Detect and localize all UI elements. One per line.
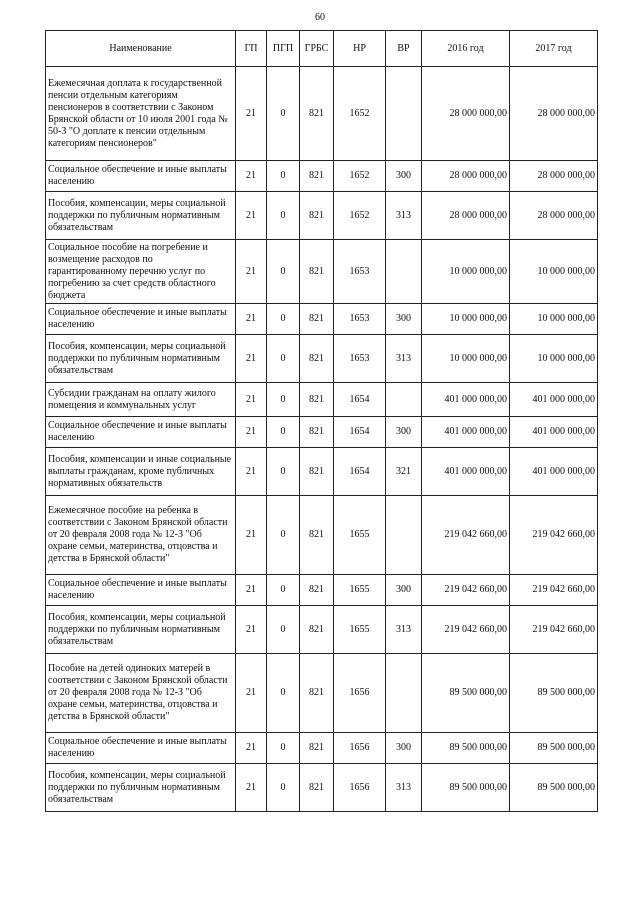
cell-grbs: 821 [300, 383, 334, 417]
cell-2017: 89 500 000,00 [510, 733, 598, 764]
cell-2016: 28 000 000,00 [422, 192, 510, 240]
cell-gp: 21 [236, 575, 267, 606]
cell-2017: 89 500 000,00 [510, 654, 598, 733]
cell-name: Социальное пособие на погребение и возмещение расходов по гарантированному перечню услуг по погребению за счет средств областного бюджета [46, 240, 236, 304]
cell-2016: 28 000 000,00 [422, 67, 510, 161]
cell-name: Социальное обеспечение и иные выплаты населению [46, 304, 236, 335]
cell-2017: 10 000 000,00 [510, 335, 598, 383]
cell-2017: 10 000 000,00 [510, 240, 598, 304]
cell-grbs: 821 [300, 606, 334, 654]
cell-gp: 21 [236, 654, 267, 733]
cell-grbs: 821 [300, 654, 334, 733]
cell-grbs: 821 [300, 448, 334, 496]
cell-grbs: 821 [300, 496, 334, 575]
header-name: Наименование [46, 31, 236, 67]
table-row [46, 304, 598, 335]
cell-2016: 89 500 000,00 [422, 764, 510, 812]
table-row [46, 496, 598, 575]
cell-grbs: 821 [300, 335, 334, 383]
cell-name: Пособия, компенсации, меры социальной поддержки по публичным нормативным обязательствам [46, 606, 236, 654]
cell-vr: 300 [386, 575, 422, 606]
cell-2016: 28 000 000,00 [422, 161, 510, 192]
cell-2016: 89 500 000,00 [422, 654, 510, 733]
cell-grbs: 821 [300, 240, 334, 304]
cell-name: Пособия, компенсации, меры социальной поддержки по публичным нормативным обязательствам [46, 764, 236, 812]
cell-pgp: 0 [267, 764, 300, 812]
cell-vr [386, 496, 422, 575]
cell-gp: 21 [236, 67, 267, 161]
cell-2017: 28 000 000,00 [510, 67, 598, 161]
cell-nr: 1654 [334, 448, 386, 496]
cell-nr: 1655 [334, 606, 386, 654]
table-row [46, 67, 598, 161]
header-pgp: ПГП [267, 31, 300, 67]
cell-pgp: 0 [267, 575, 300, 606]
cell-2016: 401 000 000,00 [422, 417, 510, 448]
cell-name: Социальное обеспечение и иные выплаты населению [46, 733, 236, 764]
cell-2017: 219 042 660,00 [510, 496, 598, 575]
cell-vr [386, 240, 422, 304]
cell-vr: 300 [386, 304, 422, 335]
cell-name: Пособия, компенсации, меры социальной поддержки по публичным нормативным обязательствам [46, 335, 236, 383]
header-row [46, 31, 598, 67]
page-number: 60 [315, 12, 325, 23]
cell-nr: 1654 [334, 383, 386, 417]
cell-name: Ежемесячная доплата к государственной пенсии отдельным категориям пенсионеров в соответствии с Законом Брянской области от 10 июля 2001 года № 50-З "О доплате к пенсии отдельным категориям пенсионеров" [46, 67, 236, 161]
cell-grbs: 821 [300, 764, 334, 812]
table-row [46, 417, 598, 448]
cell-vr: 300 [386, 733, 422, 764]
cell-nr: 1655 [334, 575, 386, 606]
cell-nr: 1654 [334, 417, 386, 448]
header-vr: ВР [386, 31, 422, 67]
table-row [46, 448, 598, 496]
cell-name: Социальное обеспечение и иные выплаты населению [46, 575, 236, 606]
table-row [46, 335, 598, 383]
cell-nr: 1656 [334, 733, 386, 764]
header-2017: 2017 год [510, 31, 598, 67]
cell-name: Социальное обеспечение и иные выплаты населению [46, 417, 236, 448]
cell-nr: 1656 [334, 764, 386, 812]
budget-table [45, 30, 598, 812]
header-nr: НР [334, 31, 386, 67]
cell-2016: 401 000 000,00 [422, 383, 510, 417]
cell-pgp: 0 [267, 240, 300, 304]
header-gp: ГП [236, 31, 267, 67]
cell-vr: 313 [386, 606, 422, 654]
cell-name: Субсидии гражданам на оплату жилого помещения и коммунальных услуг [46, 383, 236, 417]
cell-pgp: 0 [267, 383, 300, 417]
cell-gp: 21 [236, 304, 267, 335]
cell-vr: 300 [386, 161, 422, 192]
cell-grbs: 821 [300, 161, 334, 192]
cell-name: Социальное обеспечение и иные выплаты населению [46, 161, 236, 192]
cell-gp: 21 [236, 161, 267, 192]
cell-vr: 313 [386, 764, 422, 812]
cell-nr: 1653 [334, 335, 386, 383]
table-row [46, 733, 598, 764]
cell-pgp: 0 [267, 192, 300, 240]
cell-pgp: 0 [267, 654, 300, 733]
cell-grbs: 821 [300, 304, 334, 335]
cell-pgp: 0 [267, 335, 300, 383]
cell-name: Ежемесячное пособие на ребенка в соответствии с Законом Брянской области от 20 февраля 2008 года № 12-З "Об охране семьи, материнства, отцовства и детства в Брянской области" [46, 496, 236, 575]
cell-nr: 1652 [334, 192, 386, 240]
cell-pgp: 0 [267, 67, 300, 161]
cell-nr: 1652 [334, 161, 386, 192]
cell-nr: 1655 [334, 496, 386, 575]
table-row [46, 240, 598, 304]
cell-2017: 10 000 000,00 [510, 304, 598, 335]
cell-2016: 401 000 000,00 [422, 448, 510, 496]
cell-gp: 21 [236, 764, 267, 812]
cell-nr: 1653 [334, 304, 386, 335]
cell-name: Пособие на детей одиноких матерей в соответствии с Законом Брянской области от 20 февраля 2008 года № 12-З "Об охране семьи, материнства, отцовства и детства в Брянской области" [46, 654, 236, 733]
cell-grbs: 821 [300, 192, 334, 240]
cell-name: Пособия, компенсации и иные социальные выплаты гражданам, кроме публичных нормативных обязательств [46, 448, 236, 496]
cell-nr: 1656 [334, 654, 386, 733]
cell-nr: 1652 [334, 67, 386, 161]
table-row [46, 575, 598, 606]
cell-gp: 21 [236, 448, 267, 496]
table-row [46, 383, 598, 417]
table-row [46, 606, 598, 654]
table-row [46, 192, 598, 240]
cell-2016: 219 042 660,00 [422, 496, 510, 575]
cell-2017: 28 000 000,00 [510, 192, 598, 240]
cell-name: Пособия, компенсации, меры социальной поддержки по публичным нормативным обязательствам [46, 192, 236, 240]
cell-vr [386, 67, 422, 161]
cell-vr: 300 [386, 417, 422, 448]
header-2016: 2016 год [422, 31, 510, 67]
cell-grbs: 821 [300, 575, 334, 606]
cell-2017: 89 500 000,00 [510, 764, 598, 812]
cell-gp: 21 [236, 192, 267, 240]
table-row [46, 654, 598, 733]
cell-gp: 21 [236, 383, 267, 417]
cell-2017: 219 042 660,00 [510, 606, 598, 654]
cell-gp: 21 [236, 240, 267, 304]
cell-2017: 401 000 000,00 [510, 448, 598, 496]
cell-vr [386, 383, 422, 417]
cell-vr: 313 [386, 335, 422, 383]
cell-nr: 1653 [334, 240, 386, 304]
cell-pgp: 0 [267, 496, 300, 575]
cell-vr [386, 654, 422, 733]
cell-2017: 219 042 660,00 [510, 575, 598, 606]
cell-grbs: 821 [300, 733, 334, 764]
cell-2016: 219 042 660,00 [422, 575, 510, 606]
table-row [46, 161, 598, 192]
cell-pgp: 0 [267, 606, 300, 654]
cell-pgp: 0 [267, 417, 300, 448]
cell-pgp: 0 [267, 304, 300, 335]
cell-2016: 219 042 660,00 [422, 606, 510, 654]
cell-vr: 321 [386, 448, 422, 496]
cell-gp: 21 [236, 496, 267, 575]
cell-2016: 10 000 000,00 [422, 304, 510, 335]
cell-pgp: 0 [267, 161, 300, 192]
header-grbs: ГРБС [300, 31, 334, 67]
cell-2016: 89 500 000,00 [422, 733, 510, 764]
cell-pgp: 0 [267, 448, 300, 496]
cell-2017: 401 000 000,00 [510, 383, 598, 417]
cell-2016: 10 000 000,00 [422, 335, 510, 383]
cell-gp: 21 [236, 335, 267, 383]
cell-gp: 21 [236, 733, 267, 764]
cell-pgp: 0 [267, 733, 300, 764]
cell-2017: 28 000 000,00 [510, 161, 598, 192]
table-row [46, 764, 598, 812]
cell-grbs: 821 [300, 417, 334, 448]
cell-2017: 401 000 000,00 [510, 417, 598, 448]
cell-gp: 21 [236, 417, 267, 448]
cell-grbs: 821 [300, 67, 334, 161]
cell-vr: 313 [386, 192, 422, 240]
cell-gp: 21 [236, 606, 267, 654]
cell-2016: 10 000 000,00 [422, 240, 510, 304]
